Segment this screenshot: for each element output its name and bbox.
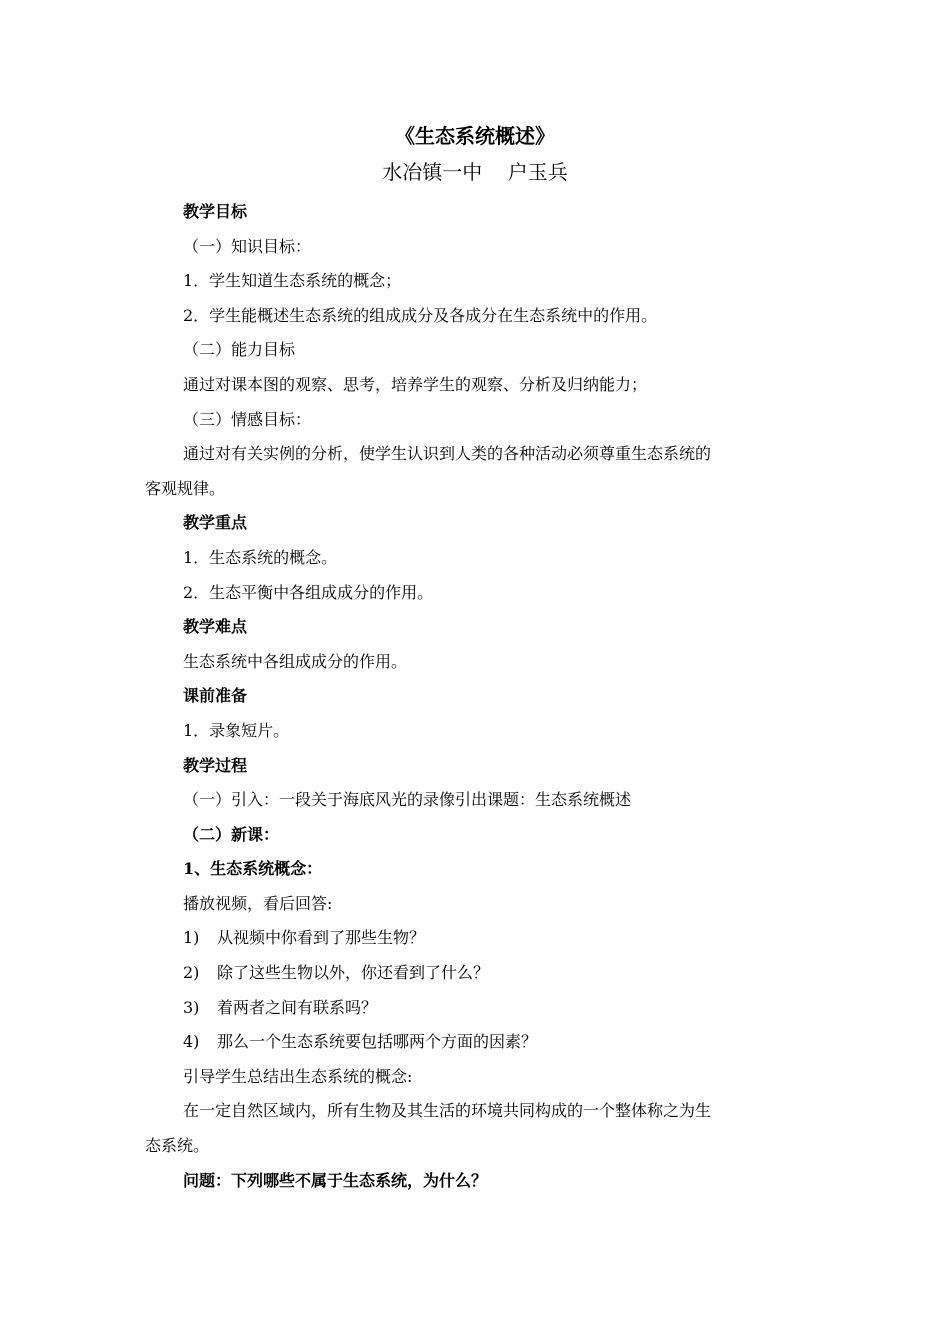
difficulty-text: 生态系统中各组成成分的作用。 bbox=[183, 651, 408, 671]
heading-difficulties: 教学难点 bbox=[183, 617, 248, 637]
intro-text: （一）引入：一段关于海底风光的录像引出课题：生态系统概述 bbox=[183, 790, 632, 810]
knowledge-goal-2: 2．学生能概述生态系统的组成成分及各成分在生态系统中的作用。 bbox=[183, 305, 658, 325]
video-prompt: 播放视频，看后回答: bbox=[183, 893, 333, 913]
question-item bbox=[145, 991, 810, 1026]
definition-line-2: 态系统。 bbox=[145, 1136, 210, 1156]
question-number: 2) bbox=[183, 963, 200, 983]
question-text: 着两者之间有联系吗？ bbox=[217, 997, 378, 1017]
heading-teaching-goals: 教学目标 bbox=[183, 202, 248, 221]
question-item bbox=[145, 1025, 810, 1060]
document-title: 《生态系统概述》 bbox=[395, 124, 555, 148]
knowledge-goal-1: 1．学生知道生态系统的概念； bbox=[183, 271, 402, 291]
emotion-goal-line-1: 通过对有关实例的分析，使学生认识到人类的各种活动必须尊重生态系统的 bbox=[183, 444, 712, 464]
final-question: 问题：下列哪些不属于生态系统，为什么？ bbox=[183, 1170, 488, 1190]
question-text: 那么一个生态系统要包括哪两个方面的因素？ bbox=[217, 1032, 538, 1052]
author-line: 水冶镇一中 户玉兵 bbox=[382, 160, 568, 184]
subheading-new-lesson: （二）新课： bbox=[183, 824, 280, 844]
emotion-goal-line-2: 客观规律。 bbox=[145, 478, 226, 498]
heading-key-points: 教学重点 bbox=[183, 513, 248, 533]
heading-preparation: 课前准备 bbox=[183, 686, 248, 706]
heading-teaching-process: 教学过程 bbox=[183, 755, 248, 775]
subheading-ecosystem-concept: 1、生态系统概念： bbox=[183, 859, 323, 879]
question-item bbox=[145, 921, 810, 956]
question-number: 4) bbox=[183, 1032, 200, 1052]
document-body bbox=[145, 195, 810, 1198]
subheading-emotion-goals: （三）情感目标： bbox=[183, 409, 312, 429]
question-text: 除了这些生物以外，你还看到了什么？ bbox=[217, 963, 490, 983]
key-point-2: 2．生态平衡中各组成成分的作用。 bbox=[183, 582, 434, 602]
ability-goal-text: 通过对课本图的观察、思考，培养学生的观察、分析及归纳能力； bbox=[183, 374, 648, 394]
question-text: 从视频中你看到了那些生物？ bbox=[217, 928, 426, 948]
question-number: 1) bbox=[183, 928, 200, 948]
guide-text: 引导学生总结出生态系统的概念: bbox=[183, 1066, 413, 1086]
subheading-ability-goals: （二）能力目标 bbox=[183, 340, 296, 360]
definition-line-1: 在一定自然区域内，所有生物及其生活的环境共同构成的一个整体称之为生 bbox=[183, 1101, 712, 1121]
question-number: 3) bbox=[183, 997, 200, 1017]
subheading-knowledge-goals: （一）知识目标： bbox=[183, 236, 312, 256]
question-item bbox=[145, 956, 810, 991]
key-point-1: 1．生态系统的概念。 bbox=[183, 547, 338, 567]
preparation-item-1: 1．录象短片。 bbox=[183, 720, 290, 740]
